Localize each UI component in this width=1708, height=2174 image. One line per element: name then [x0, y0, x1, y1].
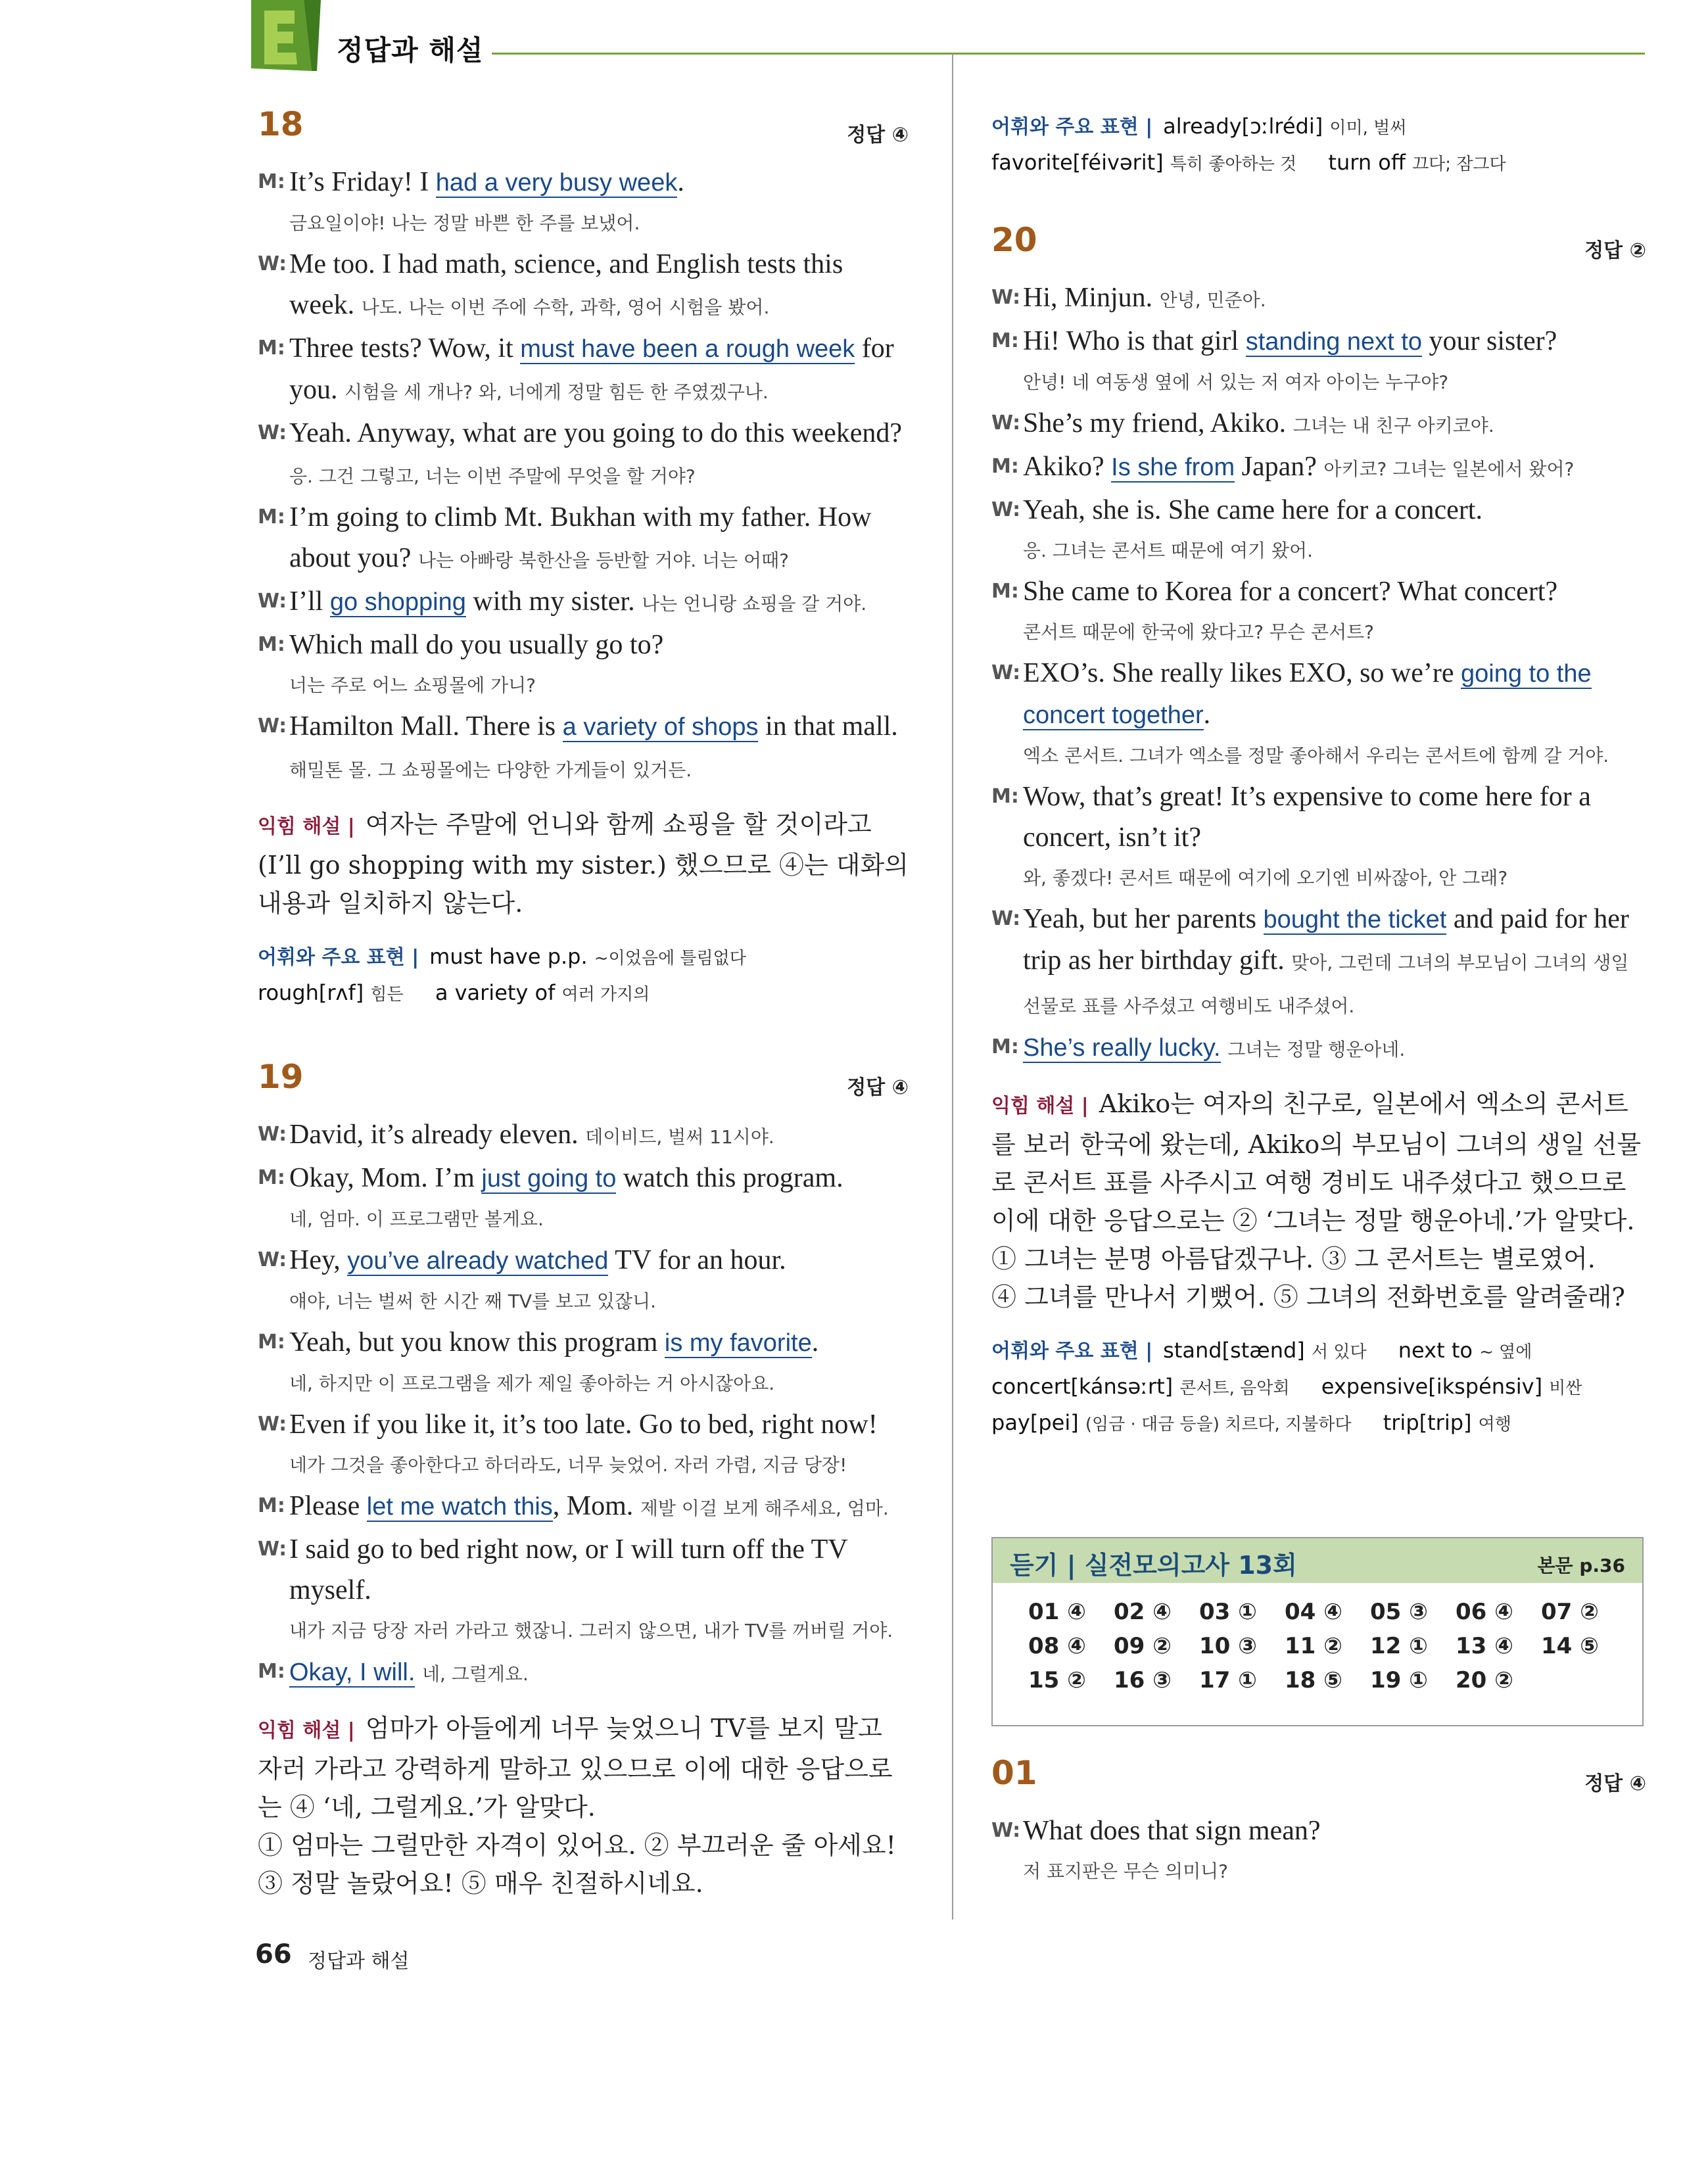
dialogue-line: [258, 1651, 909, 1695]
english-text: Hi! Who is that girl: [1023, 326, 1246, 356]
vocabulary-item: [1383, 1410, 1511, 1435]
option-line: ④ 그녀를 만나서 기뻤어. ⑤ 그녀의 전화번호를 알려줄래?: [991, 1283, 1625, 1311]
speaker-label: M:: [991, 785, 1019, 808]
english-text: EXO’s. She really likes EXO, so we’re: [1023, 658, 1461, 688]
vocabulary-label: 어휘와 주요 표현 |: [991, 1340, 1153, 1363]
speaker-label: W:: [258, 590, 287, 613]
vocabulary-meaning: ~이었음에 틀림없다: [594, 949, 746, 968]
key-expression: just going to: [481, 1165, 617, 1193]
key-expression: go shopping: [329, 588, 466, 616]
answer-key-item: 09 ②: [1114, 1633, 1172, 1659]
vocabulary-word: next to: [1398, 1338, 1473, 1363]
answer-key-page: 본문 p.36: [1537, 1555, 1625, 1576]
answer-key-title: 듣기 | 실전모의고사 13회: [1010, 1551, 1297, 1580]
dialogue-line: [991, 277, 1646, 321]
question-number: 19: [258, 1058, 304, 1096]
explanation-18: [258, 805, 909, 922]
question-01-header: [991, 1754, 1646, 1801]
dialogue-line: [258, 1322, 909, 1363]
vocabulary-meaning: 힘든: [370, 985, 404, 1004]
english-text: Akiko?: [1023, 452, 1112, 482]
answer-key-item: 05 ③: [1370, 1599, 1428, 1625]
translation-line: 얘야, 너는 벌써 한 시간 째 TV를 보고 있잖니.: [289, 1290, 657, 1312]
speaker-label: M:: [258, 1166, 285, 1189]
question-18-header: [258, 105, 909, 153]
explanation-19: [258, 1709, 909, 1902]
speaker-label: W:: [991, 286, 1021, 309]
vocabulary-item: [991, 150, 1296, 175]
explanation-text: 엄마가 아들에게 너무 늦었으니 TV를 보지 말고 자러 가라고 강력하게 말하고 있으므로 이에 대한 응답으로는 ④ ‘네, 그럴게요.’가 알맞다.: [258, 1714, 893, 1822]
translation: 맞아, 그런데 그녀의 부모님이 그녀의 생일 선물로 표를 사주셨고 여행비도 내주셨어.: [1023, 952, 1629, 1017]
speaker-label: W:: [258, 1248, 287, 1271]
english-text: with my sister.: [465, 586, 642, 617]
answer-label: 정답 ②: [1584, 239, 1646, 262]
translation: 응. 그건 그렇고, 너는 이번 주말에 무엇을 할 거야?: [289, 465, 696, 487]
answer-key-item: 15 ②: [1028, 1667, 1086, 1693]
key-expression: Okay, I will.: [289, 1659, 415, 1686]
speaker-label: M:: [258, 633, 285, 656]
vocabulary-word: must have p.p.: [429, 944, 588, 969]
answer-key-item: 14 ⑤: [1541, 1633, 1599, 1659]
dialogue-line: [258, 1529, 909, 1611]
answer-key-box: [991, 1537, 1644, 1726]
translation-line: 너는 주로 어느 쇼핑몰에 가니?: [289, 674, 536, 696]
speaker-label: M:: [991, 580, 1019, 603]
dialogue-line: [991, 1810, 1646, 1851]
question-number: 18: [258, 105, 304, 143]
key-expression: standing next to: [1245, 328, 1422, 356]
english-text: Which mall do you usually go to?: [289, 630, 664, 660]
explanation-text: 여자는 주말에 언니와 함께 쇼핑을 할 것이라고(I’ll go shopping with my sister.) 했으므로 ④는 대화의 내용과 일치하지 않는다.: [258, 810, 909, 918]
vocabulary-word: trip[trip]: [1383, 1410, 1472, 1435]
dialogue-line: [258, 244, 909, 328]
vocabulary-meaning: 서 있다: [1311, 1342, 1367, 1362]
left-column: [258, 105, 909, 1902]
answer-key-item: 19 ①: [1370, 1667, 1428, 1693]
translation: 네, 그럴게요.: [421, 1663, 529, 1685]
vocabulary-label: 어휘와 주요 표현 |: [991, 116, 1153, 139]
english-text: I’ll: [289, 586, 330, 617]
english-text: I said go to bed right now, or I will turn off the TV myself.: [289, 1534, 847, 1605]
vocabulary-word: a variety of: [435, 980, 556, 1005]
answer-key-item: 12 ①: [1370, 1633, 1428, 1659]
explanation-20: [991, 1085, 1646, 1316]
key-expression: must have been a rough week: [520, 335, 855, 363]
dialogue-line: [258, 1158, 909, 1199]
translation: 그녀는 정말 행운아네.: [1227, 1039, 1406, 1060]
dialogue-19: [258, 1114, 909, 1695]
english-text: Hi, Minjun.: [1023, 283, 1160, 313]
translation: 제발 이걸 보게 해주세요, 엄마.: [640, 1498, 889, 1519]
answer-key-item: 18 ⑤: [1285, 1667, 1342, 1693]
answer-label: 정답 ④: [1584, 1772, 1646, 1795]
dialogue-line: [991, 446, 1646, 490]
speaker-label: M:: [258, 170, 285, 193]
dialogue-line: [991, 776, 1646, 858]
vocabulary-meaning: 이미, 벌써: [1329, 118, 1407, 138]
vocabulary-meaning: ~ 옆에: [1479, 1342, 1532, 1362]
vocabulary-item: [1398, 1338, 1532, 1363]
vocabulary-word: rough[rʌf]: [258, 980, 364, 1005]
key-expression: a variety of shops: [562, 713, 759, 741]
key-expression: is my favorite: [664, 1329, 812, 1357]
english-text: , Mom.: [552, 1491, 640, 1521]
vocabulary-meaning: 비싼: [1549, 1379, 1582, 1398]
answer-key-item: 01 ④: [1028, 1599, 1086, 1625]
answer-key-item: 10 ③: [1199, 1633, 1257, 1659]
right-column: [991, 109, 1646, 1442]
explanation-label: 익힘 해설 |: [991, 1095, 1089, 1118]
english-text: Yeah. Anyway, what are you going to do this weekend?: [289, 418, 902, 448]
english-text: It’s Friday! I: [289, 167, 436, 197]
key-expression: you’ve already watched: [347, 1247, 609, 1275]
answer-key-grid: [993, 1583, 1642, 1693]
answer-label: 정답 ④: [847, 1076, 909, 1099]
vocabulary-meaning: 여행: [1478, 1415, 1511, 1434]
answer-key-item: 02 ④: [1114, 1599, 1172, 1625]
speaker-label: W:: [258, 715, 287, 738]
answer-key-item: 11 ②: [1285, 1633, 1342, 1659]
dialogue-18: [258, 162, 909, 791]
translation-line: 네가 그것을 좋아한다고 하더라도, 너무 늦었어. 자러 가렴, 지금 당장!: [289, 1454, 847, 1476]
english-text: and paid for her trip as her birthday gift.: [1023, 904, 1629, 976]
key-expression: Is she from: [1111, 454, 1235, 481]
english-text: She’s my friend, Akiko.: [1023, 408, 1293, 438]
key-expression: had a very busy week: [435, 169, 678, 197]
vocabulary-19: [991, 109, 1646, 181]
explanation-label: 익힘 해설 |: [258, 1719, 355, 1742]
dialogue-20: [991, 277, 1646, 1070]
dialogue-line: [991, 490, 1646, 531]
vocabulary-item: [1328, 150, 1506, 175]
vocabulary-item: [258, 980, 404, 1005]
english-text: Wow, that’s great! It’s expensive to come here for a concert, isn’t it?: [1023, 782, 1591, 853]
explanation-label: 익힘 해설 |: [258, 815, 355, 838]
vocabulary-20: [991, 1333, 1646, 1442]
vocabulary-item: [435, 980, 650, 1005]
speaker-label: W:: [258, 1538, 287, 1561]
footer-label: 정답과 해설: [308, 1950, 410, 1973]
speaker-label: M:: [258, 337, 285, 360]
vocabulary-word: turn off: [1328, 150, 1406, 175]
dialogue-01: [991, 1810, 1646, 1892]
dialogue-line: [258, 706, 909, 791]
english-text: TV for an hour.: [608, 1245, 786, 1275]
translation-line: 네, 엄마. 이 프로그램만 볼게요.: [289, 1208, 544, 1230]
speaker-label: W:: [258, 1123, 287, 1146]
translation: 그녀는 내 친구 아키코야.: [1293, 415, 1494, 437]
speaker-label: M:: [991, 1035, 1019, 1058]
key-expression: bought the ticket: [1263, 906, 1447, 933]
dialogue-line: [991, 321, 1646, 362]
vocabulary-label: 어휘와 주요 표현 |: [258, 946, 419, 969]
speaker-label: M:: [991, 329, 1019, 352]
dialogue-line: [258, 328, 909, 413]
vocabulary-item: [991, 1410, 1352, 1435]
answer-key-item: 13 ④: [1456, 1633, 1513, 1659]
speaker-label: M:: [991, 455, 1019, 478]
english-text: Me too. I had math, science, and English tests this week.: [289, 249, 843, 320]
dialogue-line: [258, 581, 909, 625]
translation: 나도. 나는 이번 주에 수학, 과학, 영어 시험을 봤어.: [361, 296, 770, 318]
answer-key-item: 17 ①: [1199, 1667, 1257, 1693]
vocabulary-item: [1163, 114, 1406, 139]
dialogue-line: [258, 497, 909, 581]
answer-key-item: 16 ③: [1114, 1667, 1172, 1693]
english-text: Japan?: [1235, 452, 1324, 482]
dialogue-line: [258, 1240, 909, 1281]
answer-key-item: 20 ②: [1456, 1667, 1513, 1693]
english-text: Please: [289, 1491, 367, 1521]
answer-key-item: 03 ①: [1199, 1599, 1257, 1625]
translation: 시험을 세 개나? 와, 너에게 정말 힘든 한 주였겠구나.: [344, 381, 769, 403]
vocabulary-word: expensive[ikspénsiv]: [1321, 1374, 1543, 1399]
translation-line: 와, 좋겠다! 콘서트 때문에 여기에 오기엔 비싸잖아, 안 그래?: [1023, 867, 1508, 889]
header-rule: [492, 53, 1645, 55]
english-text: I’m going to climb Mt. Bukhan with my father. How about you?: [289, 502, 872, 573]
translation: 나는 언니랑 쇼핑을 갈 거야.: [642, 593, 867, 615]
dialogue-line: [258, 1404, 909, 1445]
dialogue-line: [258, 413, 909, 497]
english-text: in that mall.: [758, 711, 898, 742]
question-20-header: [991, 221, 1646, 268]
english-text: [415, 1657, 422, 1687]
english-text: Hey,: [289, 1245, 348, 1275]
speaker-label: W:: [991, 907, 1021, 930]
answer-key-item: 08 ④: [1028, 1633, 1086, 1659]
translation-line: 내가 지금 당장 자러 가라고 했잖니. 그러지 않으면, 내가 TV를 꺼버릴 거야.: [289, 1620, 893, 1642]
header-title: 정답과 해설: [337, 34, 484, 66]
speaker-label: W:: [258, 252, 287, 275]
english-text: Yeah, she is. She came here for a concert.: [1023, 495, 1483, 525]
dialogue-line: [991, 1027, 1646, 1070]
english-text: Three tests? Wow, it: [289, 333, 521, 364]
english-text: Yeah, but her parents: [1023, 904, 1264, 934]
translation-line: 저 표지판은 무슨 의미니?: [1023, 1860, 1229, 1882]
option-line: ① 그녀는 분명 아름답겠구나. ③ 그 콘서트는 별로였어.: [991, 1244, 1596, 1273]
english-text: .: [811, 1327, 819, 1358]
vocabulary-meaning: 여러 가지의: [561, 985, 650, 1004]
english-text: watch this program.: [616, 1163, 843, 1193]
vocabulary-item: [1163, 1338, 1366, 1363]
dialogue-line: [991, 899, 1646, 1027]
vocabulary-word: pay[pei]: [991, 1410, 1079, 1435]
translation: 해밀톤 몰. 그 쇼핑몰에는 다양한 가게들이 있거든.: [289, 759, 692, 781]
dialogue-line: [991, 403, 1646, 446]
key-expression: let me watch this: [366, 1493, 553, 1521]
key-expression: going to the concert together: [1023, 660, 1592, 729]
vocabulary-item: [1321, 1374, 1582, 1399]
question-01-section: [991, 1754, 1646, 1892]
english-text: .: [1203, 699, 1211, 730]
vocabulary-word: favorite[féivərit]: [991, 150, 1164, 175]
vocabulary-item: [991, 1374, 1290, 1399]
dialogue-line: [258, 1114, 909, 1158]
translation-line: 응. 그녀는 콘서트 때문에 여기 왔어.: [1023, 540, 1313, 561]
speaker-label: W:: [258, 1413, 287, 1436]
answer-key-item: 06 ④: [1456, 1599, 1513, 1625]
speaker-label: M:: [258, 1660, 285, 1683]
english-text: What does that sign mean?: [1023, 1816, 1321, 1846]
dialogue-line: [991, 653, 1646, 736]
option-line: ③ 정말 놀랐어요! ⑤ 매우 친절하시네요.: [258, 1869, 703, 1898]
speaker-label: W:: [991, 1819, 1021, 1842]
speaker-label: W:: [991, 661, 1021, 684]
translation-line: 안녕! 네 여동생 옆에 서 있는 저 여자 아이는 누구야?: [1023, 371, 1449, 393]
question-number: 01: [991, 1754, 1037, 1792]
key-expression: She’s really lucky.: [1023, 1034, 1221, 1062]
vocabulary-word: concert[kánsəːrt]: [991, 1374, 1174, 1399]
english-text: Even if you like it, it’s too late. Go to bed, right now!: [289, 1409, 878, 1440]
vocabulary-meaning: (임금 · 대금 등을) 치르다, 지불하다: [1085, 1415, 1352, 1434]
vocabulary-18: [258, 939, 909, 1012]
translation-line: 금요일이야! 나는 정말 바쁜 한 주를 보냈어.: [289, 212, 640, 234]
translation: 아키코? 그녀는 일본에서 왔어?: [1323, 458, 1575, 480]
translation-line: 네, 하지만 이 프로그램을 제가 제일 좋아하는 거 아시잖아요.: [289, 1373, 775, 1394]
answer-label: 정답 ④: [847, 124, 909, 147]
answer-key-header: [993, 1538, 1642, 1583]
answer-key-item: 07 ②: [1541, 1599, 1599, 1625]
translation-line: 콘서트 때문에 한국에 왔다고? 무슨 콘서트?: [1023, 621, 1375, 643]
english-text: .: [677, 167, 684, 197]
speaker-label: M:: [258, 1331, 285, 1354]
speaker-label: M:: [258, 1494, 285, 1517]
speaker-label: W:: [991, 412, 1021, 435]
page-number: 66: [255, 1939, 292, 1970]
speaker-label: M:: [258, 506, 285, 529]
answer-key-item: 04 ④: [1285, 1599, 1342, 1625]
translation: 안녕, 민준아.: [1159, 289, 1266, 311]
vocabulary-item: [429, 944, 746, 969]
vocabulary-word: stand[stænd]: [1163, 1338, 1305, 1363]
column-divider: [952, 54, 953, 1920]
explanation-text: Akiko는 여자의 친구로, 일본에서 엑소의 콘서트를 보러 한국에 왔는데, Akiko의 부모님이 그녀의 생일 선물로 콘서트 표를 사주시고 여행 경비도 내주셨다고 했으므로 이에 대한 응답으로는 ② ‘그녀는 정말 행운아네.’가 알맞다.: [991, 1089, 1642, 1235]
english-text: Yeah, but you know this program: [289, 1327, 665, 1358]
dialogue-line: [991, 571, 1646, 612]
english-text: [1221, 1032, 1228, 1062]
english-text: for you.: [289, 333, 894, 405]
translation-line: 엑소 콘서트. 그녀가 엑소를 정말 좋아해서 우리는 콘서트에 함께 갈 거야.: [1023, 745, 1609, 767]
dialogue-line: [258, 625, 909, 665]
vocabulary-word: already[ɔːlrédi]: [1163, 114, 1323, 139]
vocabulary-meaning: 콘서트, 음악회: [1179, 1379, 1290, 1398]
vocabulary-meaning: 특히 좋아하는 것: [1170, 154, 1297, 174]
translation: 나는 아빠랑 북한산을 등반할 거야. 너는 어때?: [417, 550, 789, 571]
question-number: 20: [991, 221, 1037, 259]
dialogue-line: [258, 162, 909, 203]
translation: 데이비드, 벌써 11시야.: [585, 1126, 774, 1148]
english-text: your sister?: [1422, 326, 1557, 356]
vocabulary-meaning: 끄다; 잠그다: [1412, 154, 1506, 174]
english-text: Hamilton Mall. There is: [289, 711, 563, 742]
speaker-label: W:: [991, 498, 1021, 521]
option-line: ① 엄마는 그럴만한 자격이 있어요. ② 부끄러운 줄 아세요!: [258, 1831, 896, 1860]
section-tab-logo: [249, 0, 321, 74]
english-text: Okay, Mom. I’m: [289, 1163, 482, 1193]
speaker-label: W:: [258, 421, 287, 444]
english-text: David, it’s already eleven.: [289, 1120, 586, 1150]
english-text: She came to Korea for a concert? What concert?: [1023, 577, 1558, 607]
question-19-header: [258, 1058, 909, 1105]
dialogue-line: [258, 1486, 909, 1529]
